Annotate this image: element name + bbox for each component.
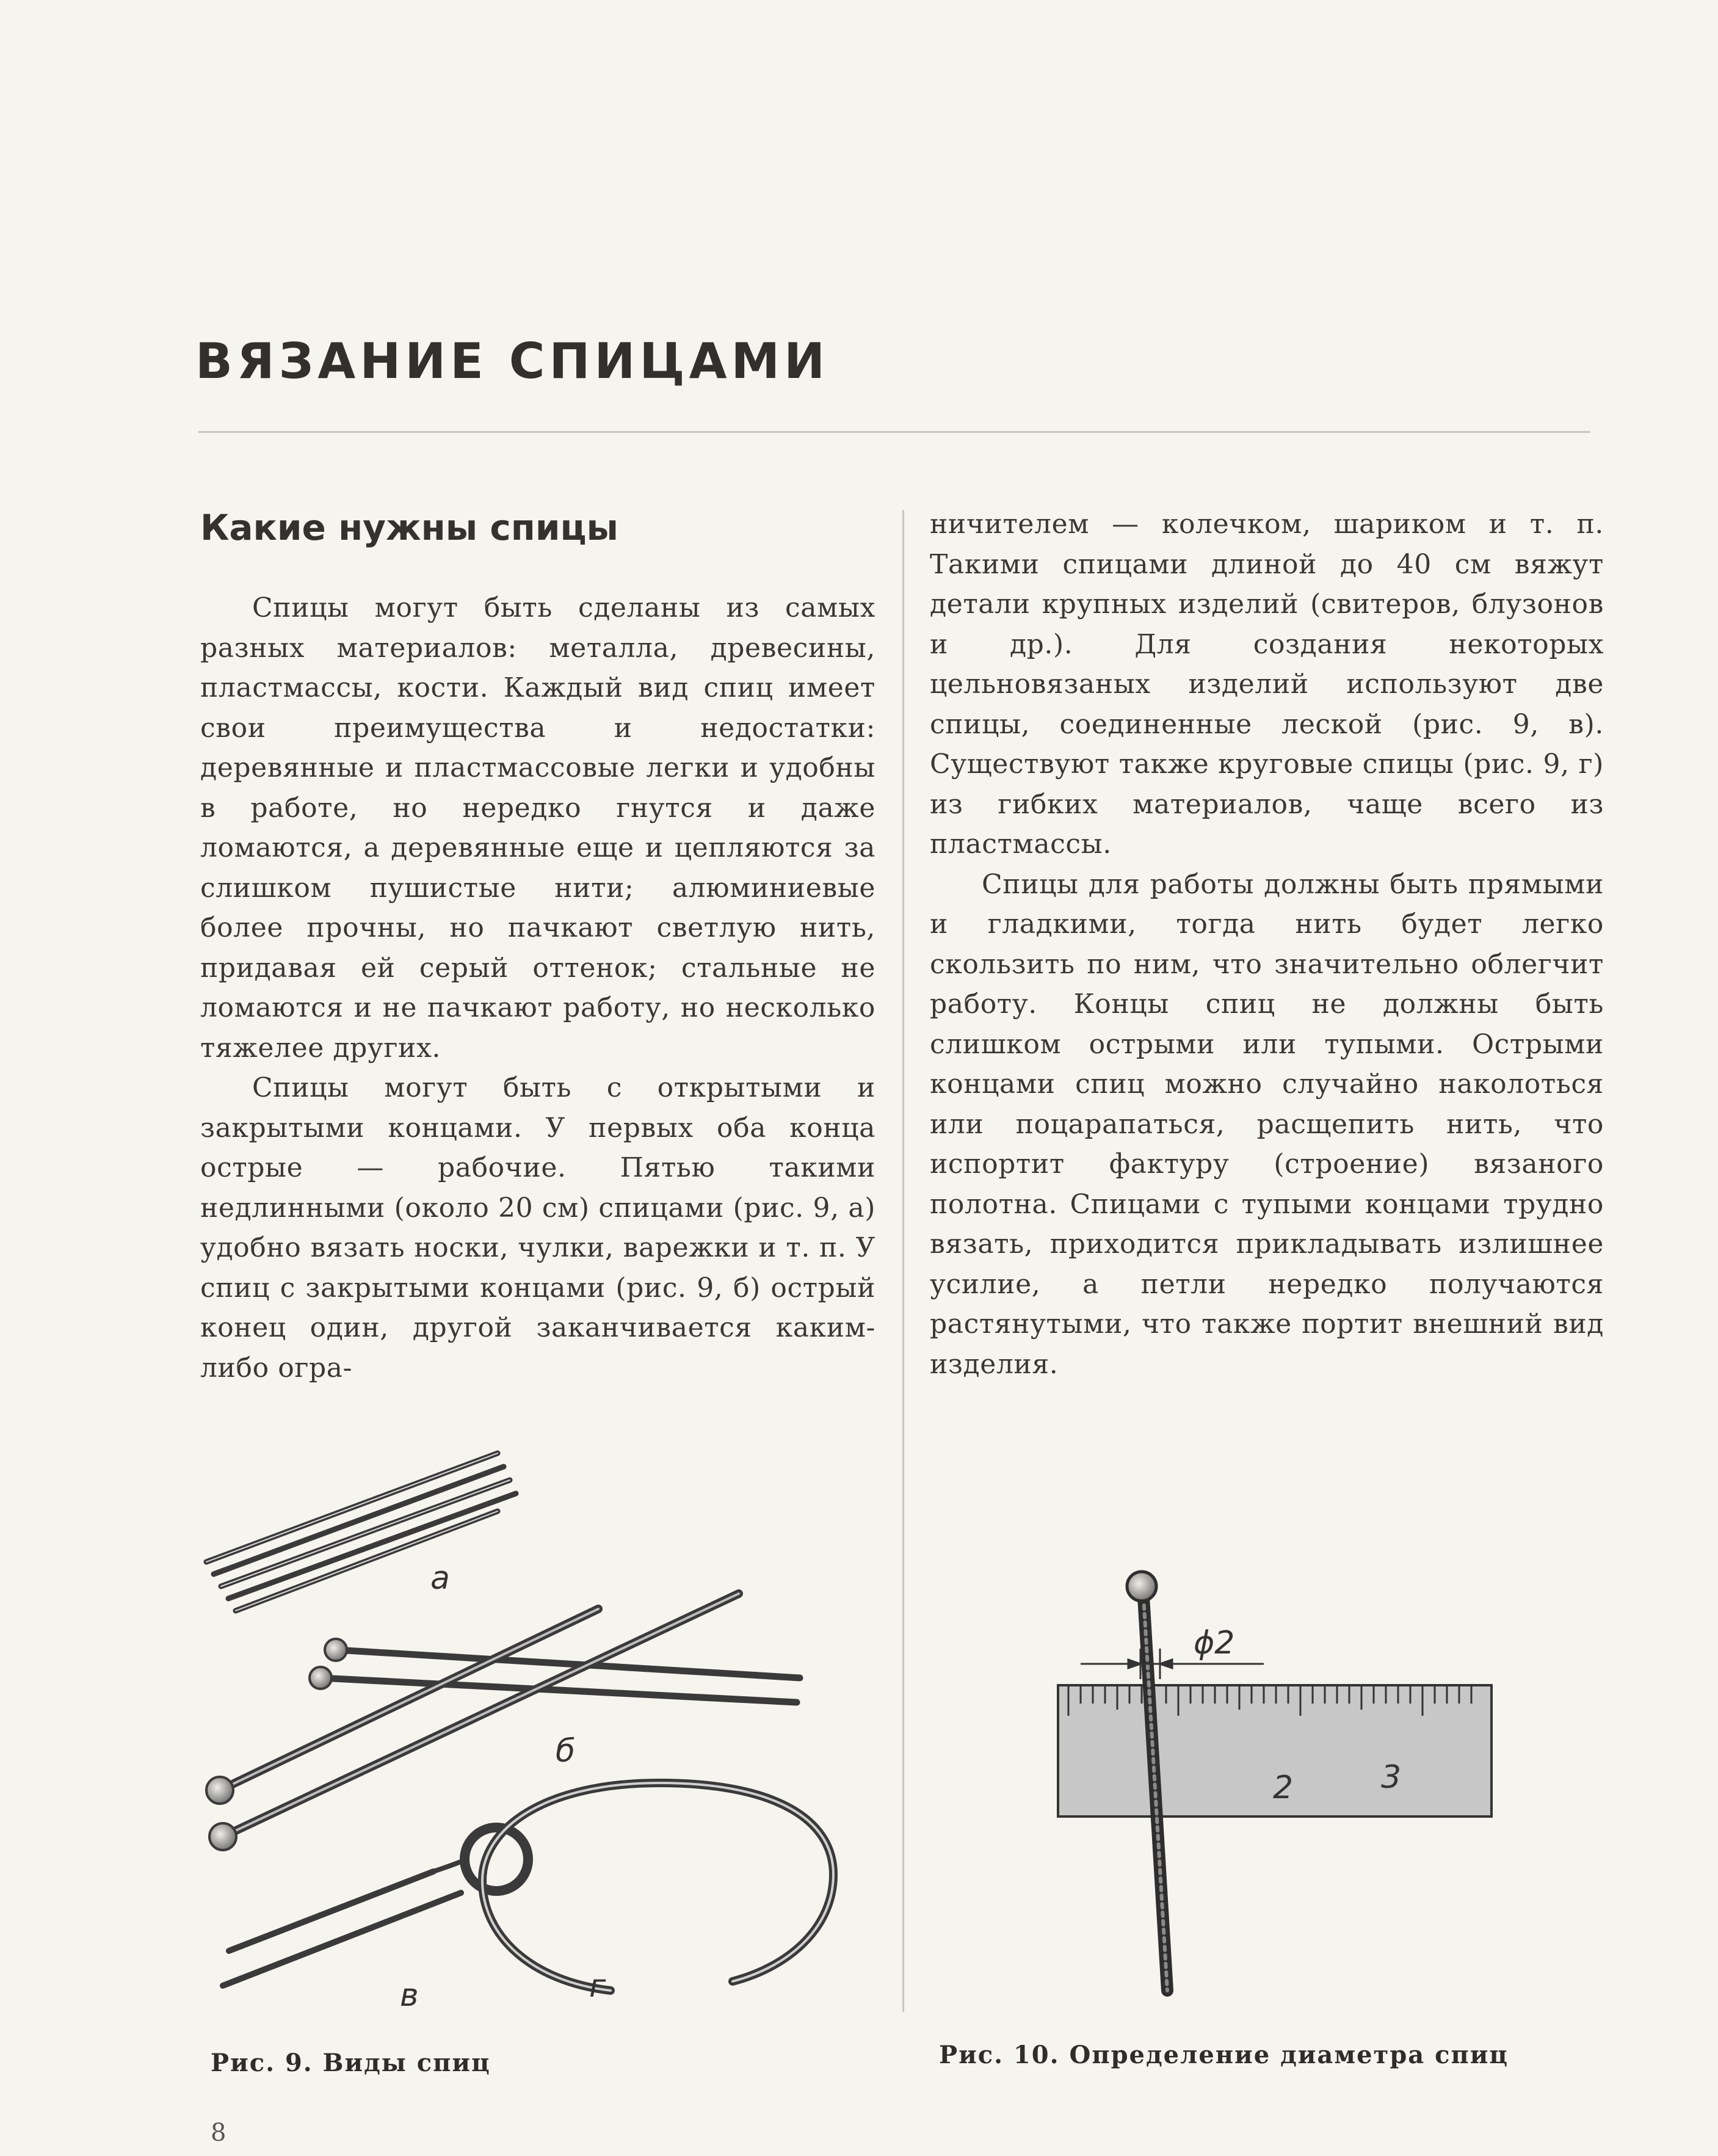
needle-set-b [206, 1594, 800, 1850]
needle-set-a [206, 1453, 516, 1611]
section-title: Какие нужны спицы [200, 507, 618, 548]
left-column [200, 588, 875, 1388]
label-b: б [556, 1733, 576, 1769]
page-number: 8 [211, 2119, 227, 2147]
circular-needle-g [482, 1783, 833, 1991]
label-v: в [400, 1977, 419, 2014]
figure-9-caption: Рис. 9. Виды спиц [211, 2049, 491, 2077]
paragraph: Спицы могут быть сделаны из самых разных материалов: металла, древесины, пластмассы, кости. Каждый вид спиц имеет свои преимущества и недостатки: деревянные и пластмассовые легки и удобны в работе, но нередко гнутся и даже ломаются, а деревянные еще и цепляются за слишком пушистые нити; алюминиевые более прочны, но пачкают светлую нить, придавая ей серый оттенок; стальные не ломаются и не пачкают работу, но несколько тяжелее других. [200, 592, 875, 1064]
paragraph-continuation: ничителем — колечком, шариком и т. п. Такими спицами длиной до 40 см вяжут детали крупных изделий (свитеров, блузонов и др.). Для создания некоторых цельновязаных изделий используют две спицы, соединенные леской (рис. 9, в). Существуют также круговые спицы (рис. 9, г) из гибких материалов, чаще всего из пластмассы. [930, 509, 1604, 860]
figure-10-diameter-illustration [1056, 1563, 1496, 2009]
label-a: а [430, 1560, 450, 1597]
right-column [930, 504, 1604, 1384]
figure-10-caption: Рис. 10. Определение диаметра спиц [939, 2041, 1509, 2069]
paragraph: Спицы могут быть с открытыми и закрытыми концами. У первых оба конца острые — рабочие. Пятью такими недлинными (около 20 см) спицами (рис. 9, а) удобно вязать носки, чулки, варежки и т. п. У спиц с закрытыми концами (рис. 9, б) острый конец один, другой заканчивается каким-либо огра- [200, 1072, 875, 1384]
paragraph: Спицы для работы должны быть прямыми и гладкими, тогда нить будет легко скользить по ним, что значительно облегчит работу. Концы спиц не должны быть слишком острыми или тупыми. Острыми концами спиц можно случайно наколоться или поцарапаться, расщепить нить, что испортит фактуру (строение) вязаного полотна. Спицами с тупыми концами трудно вязать, приходится прикладывать излишнее усилие, а петли нередко получаются растянутыми, что также портит внешний вид изделия. [930, 868, 1604, 1380]
label-g: г [589, 1968, 606, 2005]
diameter-dimension [1081, 1649, 1264, 1679]
title-divider [198, 431, 1590, 433]
ruler-number-3: 3 [1381, 1759, 1402, 1796]
column-divider [902, 510, 904, 2012]
chapter-title: ВЯЗАНИЕ СПИЦАМИ [195, 333, 830, 390]
ruler-number-2: 2 [1273, 1769, 1294, 1806]
figure-9-needles-illustration [189, 1429, 873, 2027]
diameter-label: ϕ2 [1194, 1625, 1235, 1661]
